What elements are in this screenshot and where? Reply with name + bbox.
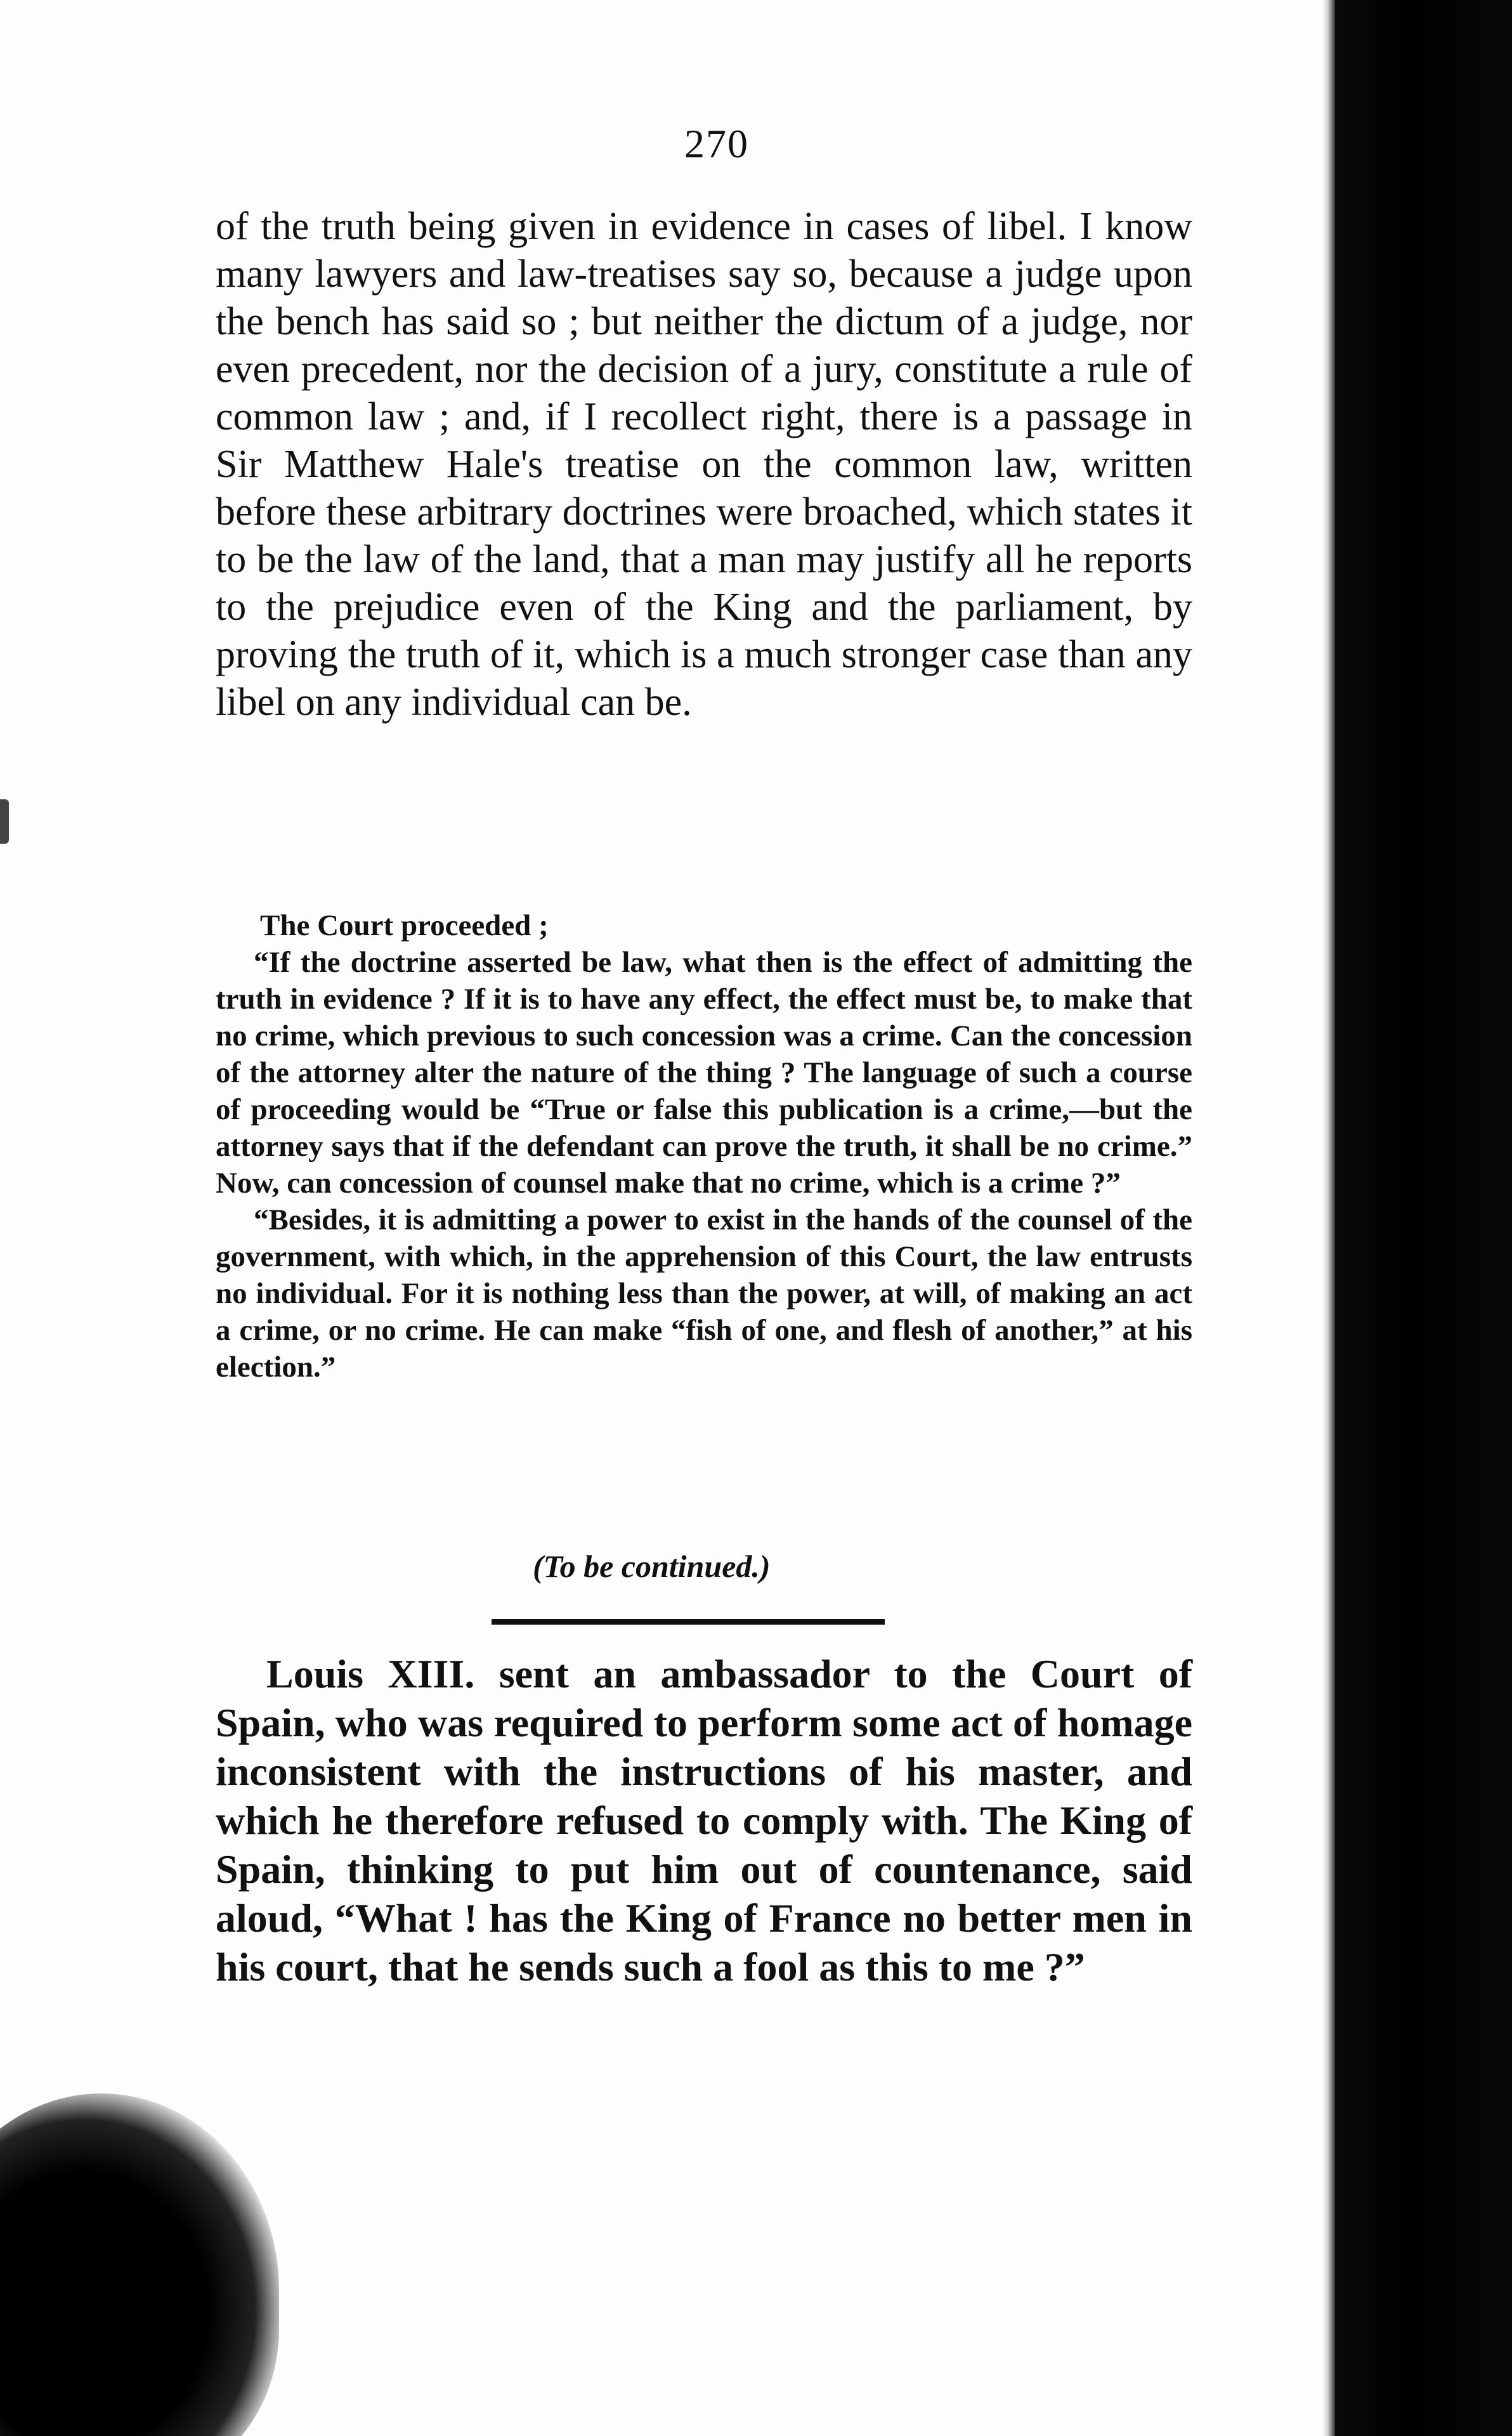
- section-divider-rule: [492, 1619, 885, 1625]
- paragraph-libel-argument: [216, 203, 1192, 726]
- to-be-continued-note: (To be continued.): [533, 1549, 771, 1584]
- scan-background-edge: [1335, 0, 1512, 2436]
- paragraph-text: of the truth being given in evidence in cases of libel. I know many lawyers and law-treatises say so, because a judge upon the bench has said so ; but neither the dictum of a judge, nor even precedent, nor the decision of a jury, constitute a rule of common law ; and, if I recollect right, there is a passage in Sir Matthew Hale's treatise on the common law, written before these arbitrary doctrines were broached, which states it to be the law of the land, that a man may justify all he reports to the prejudice even of the King and the parliament, by proving the truth of it, which is a much stronger case than any libel on any individual can be.: [216, 205, 1192, 724]
- paragraph-anecdote: [216, 1649, 1192, 1991]
- scan-shadow-smudge: [0, 2093, 279, 2436]
- page-edge-mark: [0, 799, 9, 844]
- court-intro: The Court proceeded ;: [260, 909, 549, 942]
- court-quotation-block: [216, 907, 1192, 1385]
- anecdote-text: Louis XIII. sent an ambassador to the Court of Spain, who was required to perform some act of homage inconsistent with the instructions of his master, and which he therefore refused to comply with. The King of Spain, thinking to put him out of countenance, said aloud, “What ! has the King of France no better men in his court, that he sends such a fool as this to me ?”: [216, 1651, 1192, 1989]
- page-number: 270: [684, 121, 749, 166]
- page-gutter-shadow: [1322, 0, 1335, 2436]
- court-quote-first: “If the doctrine asserted be law, what then is the effect of admitting the truth in evidence ? If it is to have any effect, the effect must be, to make that no crime, which previous to such concession was a crime. Can the concession of the attorney alter the nature of the thing ? The language of such a course of proceeding would be “True or false this publication is a crime,—but the attorney says that if the defendant can prove the truth, it shall be no crime.” Now, can concession of counsel make that no crime, which is a crime ?”: [216, 946, 1192, 1200]
- court-quote-second: “Besides, it is admitting a power to exist in the hands of the counsel of the government, with which, in the apprehension of this Court, the law entrusts no individual. For it is nothing less than the power, at will, of making an act a crime, or no crime. He can make “fish of one, and flesh of another,” at his election.”: [216, 1203, 1192, 1384]
